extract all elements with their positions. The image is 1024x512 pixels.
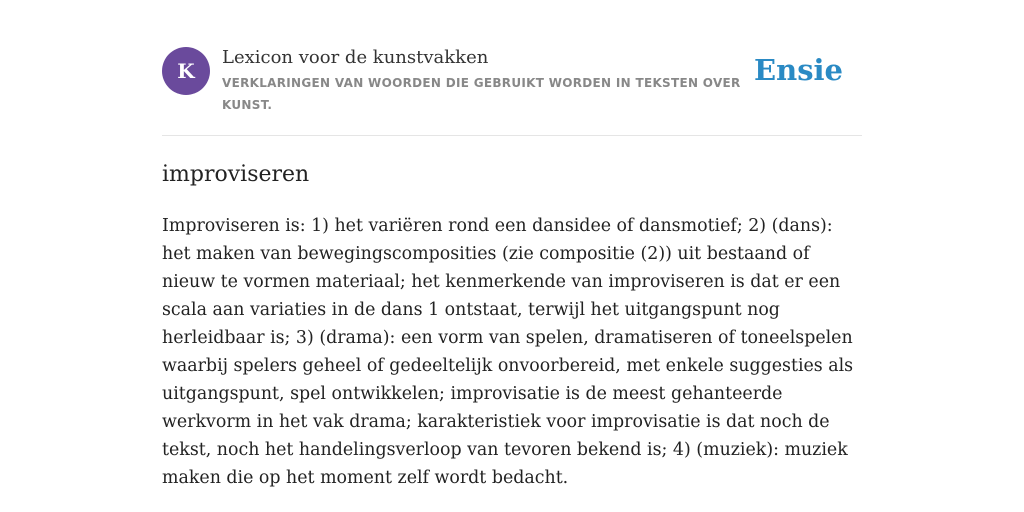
lexicon-title[interactable]: Lexicon voor de kunstvakken — [222, 47, 489, 68]
entry-definition: Improviseren is: 1) het variëren rond een dansidee of dansmotief; 2) (dans): het maken van bewegingscomposities (zie compositie (2)) uit bestaand of nieuw te vormen materiaal; het kenmerkende van improviseren is dat er een scala aan variaties in de dans 1 ontstaat, terwijl het uitgangspunt nog herleidbaar is; 3) (drama): een vorm van spelen, dramatiseren of toneelspelen waarbij spelers geheel of gedeeltelijk onvoorbereid, met enkele suggesties als uitgangspunt, spel ontwikkelen; improvisatie is de meest gehanteerde werkvorm in het vak drama; karakteristiek voor improvisatie is dat noch de tekst, noch het handelingsverloop van tevoren bekend is; 4) (muziek): muziek maken die op het moment zelf wordt bedacht. — [162, 216, 854, 488]
lexicon-avatar[interactable]: K — [162, 47, 210, 95]
lexicon-subtitle: VERKLARINGEN VAN WOORDEN DIE GEBRUIKT WORDEN IN TEKSTEN OVER KUNST. — [222, 76, 741, 112]
lexicon-header — [162, 0, 862, 136]
entry-term: improviseren — [162, 162, 310, 187]
ensie-logo[interactable]: Ensie — [754, 53, 843, 87]
entry-card — [162, 0, 862, 488]
lexicon-titles — [222, 46, 742, 116]
